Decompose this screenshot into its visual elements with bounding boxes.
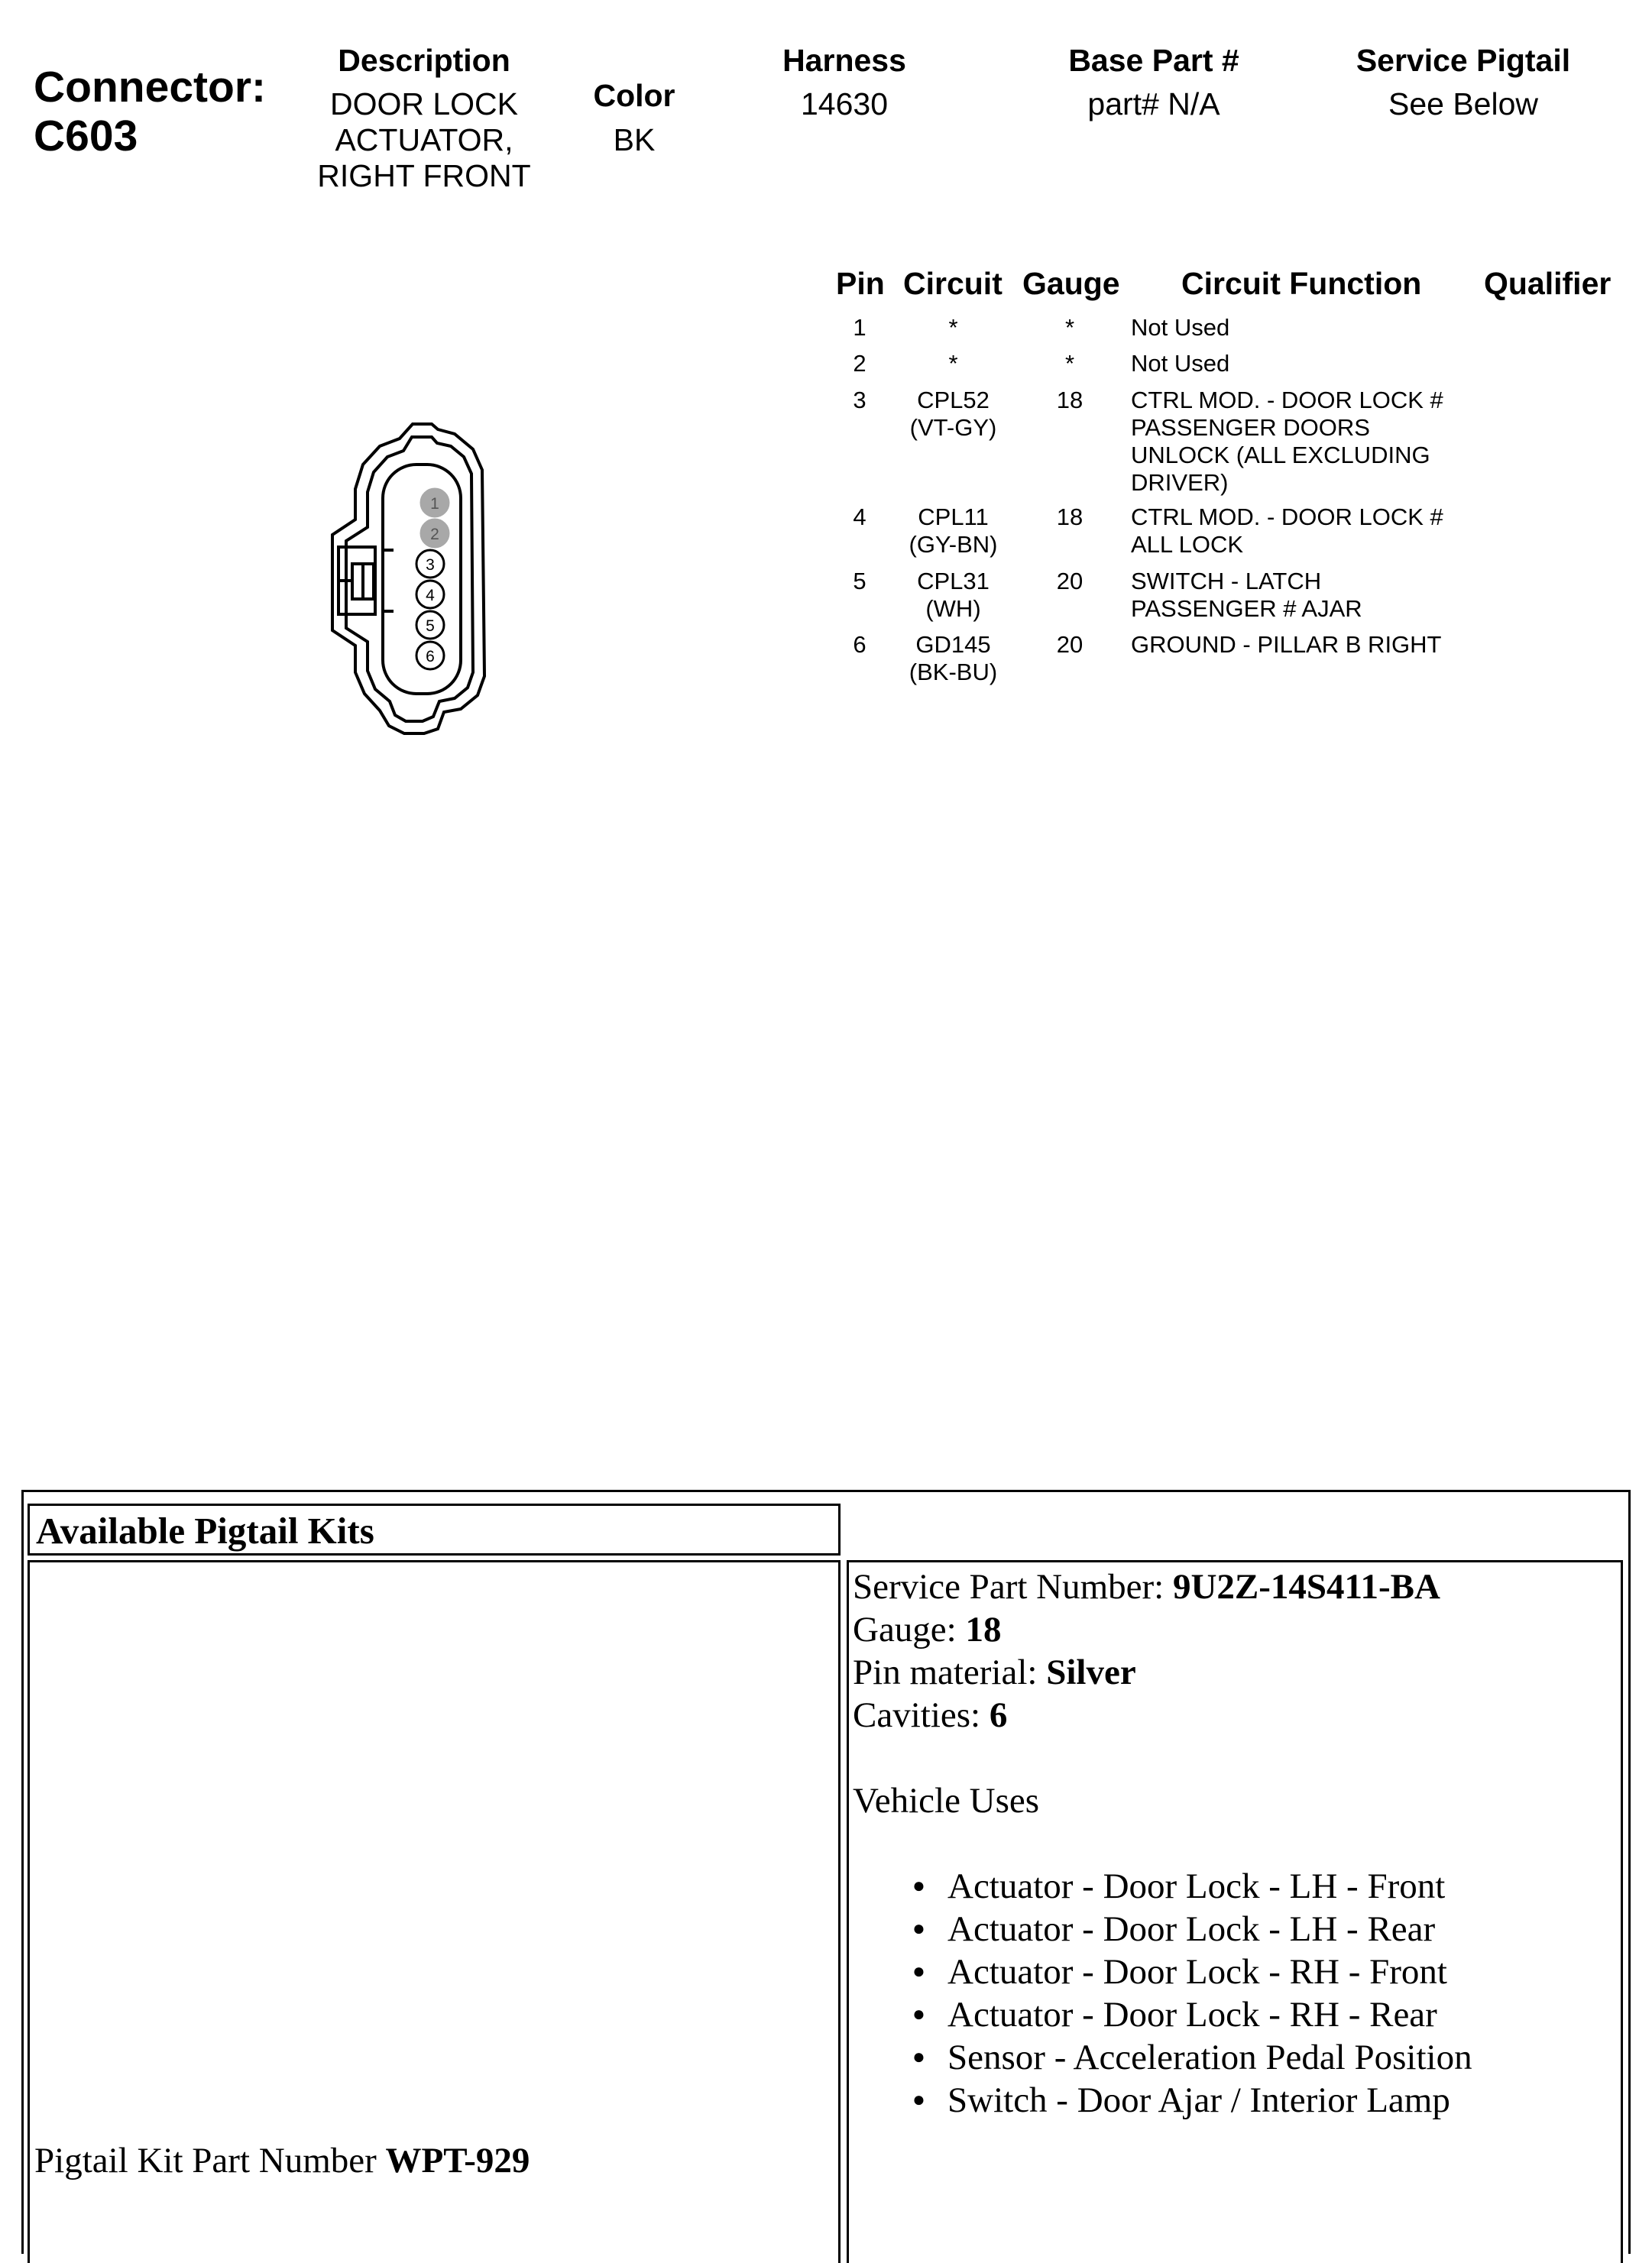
service-part-value: 9U2Z-14S411-BA <box>1172 1567 1440 1607</box>
circuit-code: CPL52 <box>917 387 990 413</box>
pin-cell: 5 <box>853 568 866 594</box>
pigtail-image-box <box>28 1560 841 2263</box>
circuit-color: (BK-BU) <box>909 659 998 685</box>
circuit-code: GD145 <box>915 631 991 658</box>
col-header-circuit: Circuit <box>903 266 1003 301</box>
harness-value: 14630 <box>800 86 888 121</box>
base-part-value: part# N/A <box>1087 86 1220 121</box>
function-line: CTRL MOD. - DOOR LOCK # <box>1131 387 1443 413</box>
circuit-cell <box>886 503 1020 558</box>
vehicle-uses-label: Vehicle Uses <box>853 1781 1040 1821</box>
pin-cell: 1 <box>853 314 866 341</box>
pin-cell: 4 <box>853 503 866 530</box>
function-line: CTRL MOD. - DOOR LOCK # <box>1131 503 1443 530</box>
circuit-cell <box>886 568 1020 623</box>
col-header-qualifier: Qualifier <box>1484 266 1612 301</box>
service-pigtail-header: Service Pigtail <box>1356 43 1571 78</box>
gauge-cell: 18 <box>1056 387 1084 413</box>
service-part-line <box>853 1565 1472 1608</box>
col-header-pin: Pin <box>836 266 885 301</box>
description-line: RIGHT FRONT <box>317 158 531 193</box>
connector-title <box>34 63 266 160</box>
pin-material-value: Silver <box>1046 1653 1136 1692</box>
connector-face-diagram <box>325 413 523 741</box>
cavities-label: Cavities: <box>853 1695 981 1735</box>
pigtail-details-box <box>847 1560 1623 2263</box>
circuit-cell <box>886 387 1020 442</box>
service-pigtail-value: See Below <box>1388 86 1538 121</box>
pin-cell: 6 <box>853 631 866 658</box>
kit-part-value: WPT-929 <box>385 2141 530 2180</box>
pin-material-label: Pin material: <box>853 1653 1038 1692</box>
description-line: ACTUATOR, <box>335 122 513 157</box>
circuit-code: CPL11 <box>918 503 989 530</box>
circuit-color: (VT-GY) <box>909 414 997 441</box>
function-line: PASSENGER # AJAR <box>1131 595 1362 622</box>
description-value <box>294 86 554 194</box>
function-line: SWITCH - LATCH <box>1131 568 1322 594</box>
pigtail-details <box>853 1565 1472 2122</box>
function-line: ALL LOCK <box>1131 531 1244 558</box>
pin-number-3: 3 <box>426 556 435 574</box>
pigtail-kits-title-box <box>28 1504 841 1556</box>
circuit-code: CPL31 <box>917 568 990 594</box>
function-cell: Not Used <box>1131 350 1230 377</box>
pin-number-1: 1 <box>430 495 439 513</box>
list-item: ● Sensor - Acceleration Pedal Position <box>853 2036 1472 2079</box>
function-cell: GROUND - PILLAR B RIGHT <box>1131 631 1442 658</box>
function-line: UNLOCK (ALL EXCLUDING <box>1131 442 1430 468</box>
cavities-line <box>853 1694 1472 1737</box>
function-line: DRIVER) <box>1131 469 1229 496</box>
gauge-cell: * <box>1064 350 1075 377</box>
function-cell: Not Used <box>1131 314 1230 341</box>
pigtail-kits-title: Available Pigtail Kits <box>36 1510 374 1552</box>
gauge-cell: 18 <box>1056 503 1084 530</box>
list-item: ● Switch - Door Ajar / Interior Lamp <box>853 2079 1472 2122</box>
function-line: PASSENGER DOORS <box>1131 414 1370 441</box>
circuit-color: (GY-BN) <box>909 531 998 558</box>
vehicle-uses-list <box>853 1865 1472 2122</box>
harness-header: Harness <box>782 43 906 78</box>
kit-part-label: Pigtail Kit Part Number <box>34 2141 377 2180</box>
circuit-cell: * <box>948 350 958 377</box>
list-item: ● Actuator - Door Lock - LH - Front <box>853 1865 1472 1908</box>
service-part-label: Service Part Number: <box>853 1567 1164 1607</box>
col-header-circuit-function: Circuit Function <box>1181 266 1422 301</box>
description-line: DOOR LOCK <box>329 86 519 121</box>
pin-number-6: 6 <box>426 648 435 665</box>
list-item: ● Actuator - Door Lock - RH - Front <box>853 1951 1472 1993</box>
gauge-cell: * <box>1064 314 1075 341</box>
pin-number-5: 5 <box>426 617 435 635</box>
pin-material-line <box>853 1651 1472 1694</box>
color-value: BK <box>613 122 656 157</box>
gauge-line <box>853 1608 1472 1651</box>
description-header: Description <box>338 43 510 78</box>
circuit-cell: * <box>948 314 958 341</box>
circuit-cell <box>886 631 1020 686</box>
function-cell <box>1131 387 1443 497</box>
connector-id: C603 <box>34 112 138 160</box>
pin-number-4: 4 <box>426 587 435 604</box>
color-header: Color <box>593 78 675 113</box>
pin-number-2: 2 <box>430 526 439 543</box>
pigtail-kit-part-number <box>34 2140 530 2181</box>
gauge-cell: 20 <box>1056 568 1084 594</box>
gauge-value: 18 <box>965 1610 1002 1649</box>
function-cell <box>1131 503 1443 558</box>
col-header-gauge: Gauge <box>1022 266 1120 301</box>
cavities-value: 6 <box>989 1695 1008 1735</box>
connector-label: Connector: <box>34 63 266 112</box>
circuit-color: (WH) <box>925 595 981 622</box>
base-part-header: Base Part # <box>1068 43 1239 78</box>
function-cell <box>1131 568 1362 623</box>
gauge-label: Gauge: <box>853 1610 957 1649</box>
pin-cell: 3 <box>853 387 866 413</box>
list-item: ● Actuator - Door Lock - RH - Rear <box>853 1993 1472 2036</box>
list-item: ● Actuator - Door Lock - LH - Rear <box>853 1908 1472 1951</box>
gauge-cell: 20 <box>1056 631 1084 658</box>
pin-cell: 2 <box>853 350 866 377</box>
